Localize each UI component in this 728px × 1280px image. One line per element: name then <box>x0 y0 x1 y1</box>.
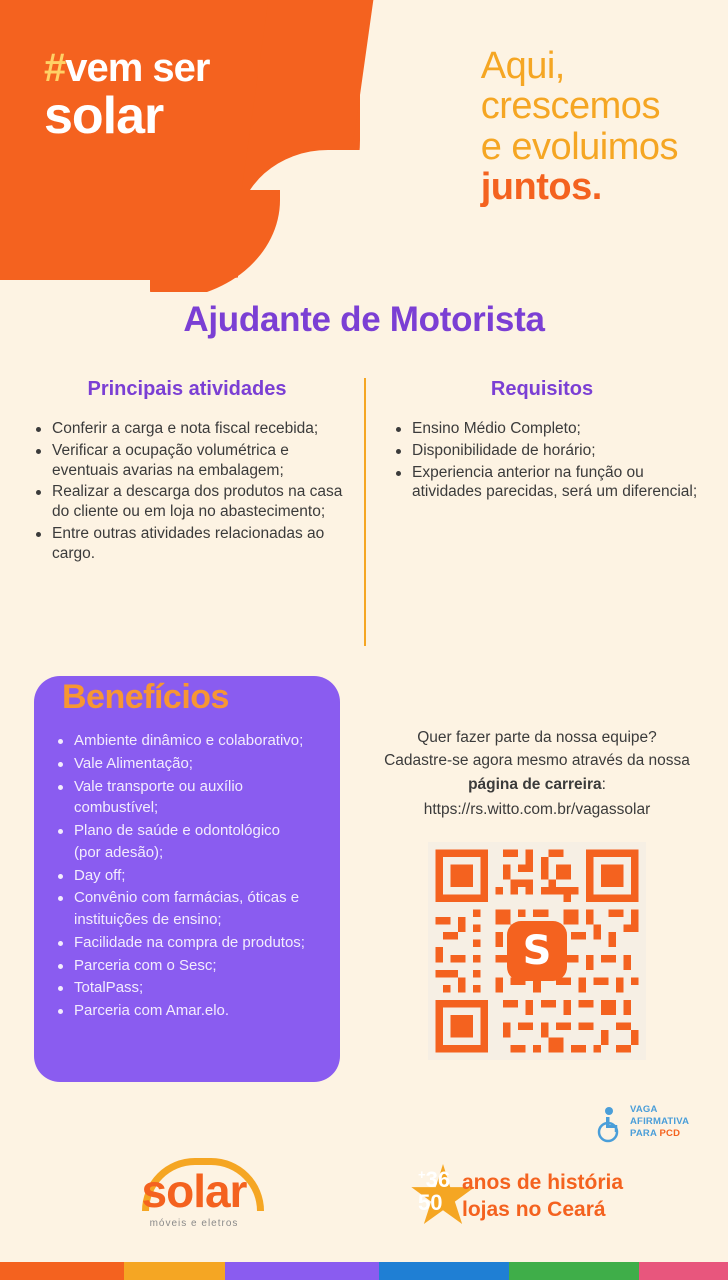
list-item: Plano de saúde e odontológico (por adesão); <box>58 820 310 864</box>
slogan-line-4: juntos. <box>480 165 602 208</box>
list-item: Experiencia anterior na função ou atividades parecidas, será um diferencial; <box>396 463 708 503</box>
color-bar-segment <box>124 1262 225 1280</box>
slogan-line-1: Aqui, <box>480 45 565 87</box>
list-item: Verificar a ocupação volumétrica e eventuais avarias na embalagem; <box>36 441 348 481</box>
list-item: Parceria com o Sesc; <box>58 955 310 977</box>
history-text-line-2: lojas no Ceará <box>462 1197 606 1221</box>
list-item: Vale transporte ou auxílio combustível; <box>58 776 310 820</box>
list-item: Ensino Médio Completo; <box>396 419 708 439</box>
cta-line-3 <box>372 773 702 796</box>
benefits-list <box>58 730 310 1023</box>
pcd-line-3 <box>630 1128 689 1140</box>
requirements-section <box>382 378 712 504</box>
activities-heading: Principais atividades <box>87 378 287 400</box>
color-bar-segment <box>639 1262 728 1280</box>
careers-page-label: página de carreira <box>468 775 602 793</box>
cta-line-3-suffix: : <box>601 775 606 793</box>
history-stores: 50 <box>418 1190 443 1216</box>
page-title: Ajudante de Motorista <box>183 300 545 339</box>
list-item: Facilidade na compra de produtos; <box>58 932 310 954</box>
qr-code[interactable] <box>428 842 646 1060</box>
slogan-line-3: e evoluimos <box>480 125 678 168</box>
pcd-line-3-highlight: PCD <box>659 1128 681 1140</box>
details-columns <box>0 378 728 658</box>
campaign-hashtag-logo <box>44 46 210 145</box>
campaign-hashtag-line2: solar <box>44 87 164 145</box>
requirements-heading: Requisitos <box>490 378 594 400</box>
color-bar-segment <box>225 1262 379 1280</box>
activities-list <box>22 419 352 564</box>
header-banner <box>0 0 728 292</box>
pcd-line-3-prefix: PARA <box>630 1128 660 1140</box>
qr-center-logo: S <box>507 921 567 981</box>
pcd-text <box>630 1104 689 1140</box>
benefits-heading: Benefícios <box>62 678 229 716</box>
cta-section <box>372 726 702 821</box>
list-item: Ambiente dinâmico e colaborativo; <box>58 730 310 752</box>
column-divider <box>364 378 366 646</box>
list-item: Parceria com Amar.elo. <box>58 1000 310 1022</box>
list-item: Vale Alimentação; <box>58 753 310 775</box>
activities-section <box>22 378 352 566</box>
history-numbers <box>418 1168 450 1214</box>
pcd-line-2: AFIRMATIVA <box>630 1116 690 1128</box>
list-item: Convênio com farmácias, óticas e instituições de ensino; <box>58 887 310 931</box>
brand-name: solar <box>141 1165 247 1217</box>
list-item: TotalPass; <box>58 977 310 999</box>
cta-line-1: Quer fazer parte da nossa equipe? <box>417 729 657 746</box>
history-text <box>462 1170 623 1224</box>
list-item: Disponibilidade de horário; <box>396 441 708 461</box>
list-item: Conferir a carga e nota fiscal recebida; <box>36 419 348 439</box>
wheelchair-accessibility-icon <box>592 1106 626 1144</box>
color-bar-segment <box>509 1262 639 1280</box>
list-item: Day off; <box>58 865 310 887</box>
campaign-hashtag-line1-row <box>44 48 209 88</box>
careers-url[interactable]: https://rs.witto.com.br/vagassolar <box>423 800 651 818</box>
history-plus-symbol: + <box>418 1167 426 1182</box>
color-bar <box>0 1262 728 1280</box>
header-slogan <box>481 46 678 207</box>
pcd-line-1: VAGA <box>630 1104 658 1115</box>
hash-symbol-icon: # <box>44 46 66 90</box>
history-text-line-1: anos de história <box>462 1171 624 1194</box>
history-years-row <box>418 1168 450 1191</box>
slogan-line-2: crescemos <box>480 85 660 128</box>
brand-logo <box>104 1165 284 1229</box>
list-item: Realizar a descarga dos produtos na casa do cliente ou em loja no abastecimento; <box>36 482 348 522</box>
requirements-list <box>382 419 712 502</box>
history-badge <box>396 1162 696 1232</box>
color-bar-segment <box>379 1262 509 1280</box>
list-item: Entre outras atividades relacionadas ao cargo. <box>36 524 348 564</box>
color-bar-segment <box>0 1262 124 1280</box>
cta-line-2: Cadastre-se agora mesmo através da nossa <box>384 752 690 770</box>
brand-tagline: móveis e eletros <box>149 1218 239 1229</box>
history-years: 36 <box>425 1167 451 1192</box>
campaign-hashtag-line1: vem ser <box>65 46 210 90</box>
pcd-badge <box>592 1104 712 1152</box>
